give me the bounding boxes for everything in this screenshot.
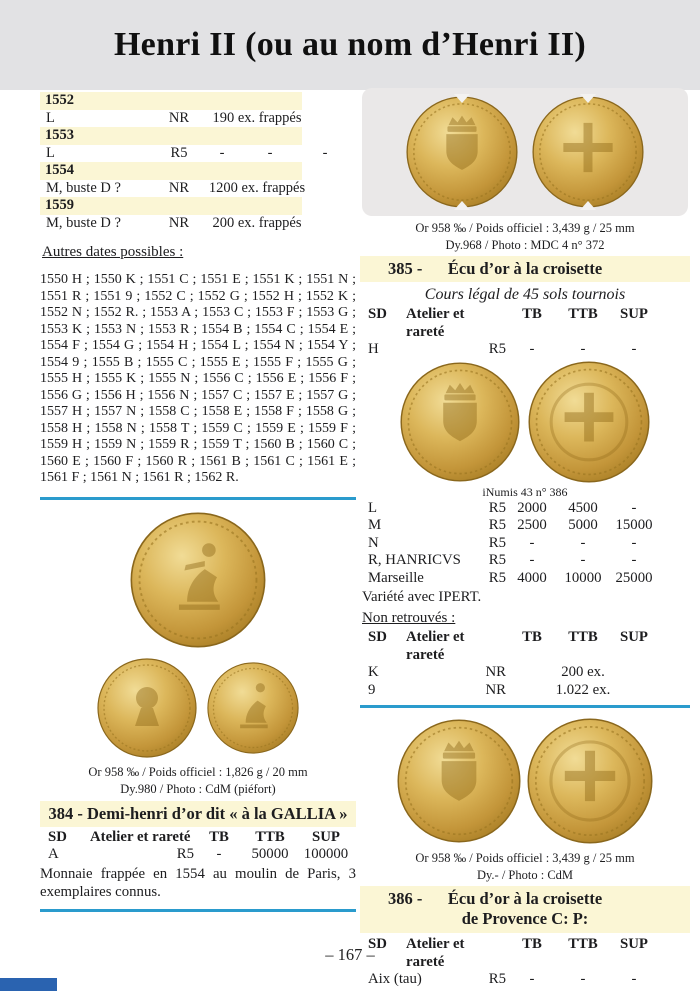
sup-cell: - [631,971,637,987]
section-divider [40,909,356,912]
heading-line-2: de Provence C: P: [461,909,589,928]
mintage-note-cell: 200 ex. frappés [212,214,302,231]
table-row [360,570,660,588]
heading-line-1 [360,886,690,909]
col-ttb: TTB [568,629,598,645]
variety-note: Variété avec IPERT. [362,589,482,605]
mintage-note-cell: 190 ex. frappés [212,109,302,126]
coin-reverse-photo [527,718,653,844]
col-atelier: Atelier et rareté [90,828,191,845]
tb-cell: 2500 [517,517,547,533]
rarete-cell: R5 [488,569,506,586]
table-row [40,110,356,128]
coin-gallia-small-photo [207,662,299,754]
col-ttb: TTB [568,306,598,322]
sup-cell: - [631,341,637,357]
type-number: 386 - [388,889,423,908]
corner-decoration [0,978,57,991]
caption-line: Or 958 ‰ / Poids officiel : 3,439 g / 25 mm [415,851,635,865]
other-dates-heading: Autres dates possibles : [42,244,184,260]
spacer [604,889,690,909]
sd-cell: Aix (tau) [368,971,422,987]
slab-photo [362,88,688,216]
sup-cell: - [322,144,328,161]
tb-cell: - [529,534,535,551]
coin-obverse-photo [397,719,521,843]
rarete-cell: NR [168,109,190,126]
col-sd: SD [48,828,67,845]
col-sup: SUP [620,936,648,952]
col-sup: SUP [620,306,648,322]
rarete-cell: R5 [488,499,506,516]
col-sd: SD [368,629,387,645]
slab-prong [454,94,470,103]
col-tb: TB [522,306,542,322]
photo-caption [360,850,690,884]
tb-cell: - [216,846,222,862]
sd-cell: N [368,534,379,551]
table-row [40,145,356,163]
sd-cell: 9 [368,681,376,698]
sd-cell: A [48,846,59,862]
coin-obverse-photo [400,362,520,482]
year-row [40,92,302,110]
coin-obverse-photo [406,96,518,208]
other-dates-list: 1550 H ; 1550 K ; 1551 C ; 1551 E ; 1551 K ; 1551 N ; 1551 R ; 1551 9 ; 1552 C ; 1552 G ; 1552 H ; 1552 K ; 1552 N ; 1552 R. ; 1553 A ; 1553 C ; 1553 F ; 1553 G ; 1553 K ; 1553 N ; 1553 R ; 1554 B ; 1554 C ; 1554 E ; 1554 F ; 1554 G ; 1554 H ; 1554 L ; 1554 N ; 1554 Y ; 1554 9 ; 1555 B ; 1555 C ; 1555 E ; 1555 F ; 1555 G ; 1555 H ; 1555 K ; 1555 N ; 1556 C ; 1556 E ; 1556 F ; 1556 G ; 1556 H ; 1556 N ; 1557 C ; 1557 E ; 1557 G ; 1557 H ; 1557 N ; 1558 C ; 1558 E ; 1558 F ; 1558 G ; 1558 H ; 1558 N ; 1558 T ; 1559 C ; 1559 E ; 1559 F ; 1559 H ; 1559 N ; 1559 R ; 1559 T ; 1560 B ; 1560 C ; 1560 E ; 1560 F ; 1560 R ; 1561 B ; 1561 C ; 1561 E ; 1561 F ; 1561 N ; 1561 R ; 1562 R. [40,272,356,485]
year-row [40,197,302,215]
coin-photo-row [360,361,690,483]
col-ttb: TTB [568,936,598,952]
sd-cell: Marseille [368,569,424,586]
slab-prong [580,94,596,103]
price-table-385-mints [360,500,690,588]
coin-photo-row [40,512,356,648]
price-table-header [360,629,660,664]
type-385-heading [360,256,690,282]
caption-line: Or 958 ‰ / Poids officiel : 1,826 g / 20 mm [88,764,308,779]
table-row [360,552,660,570]
atelier-cell: M, buste D ? [46,179,121,196]
col-sup: SUP [312,828,340,845]
rarete-cell: NR [485,664,506,680]
rarete-cell: NR [168,214,190,231]
atelier-cell: M, buste D ? [46,214,121,231]
tb-cell: 2000 [517,499,547,516]
coin-gallia-reverse-photo [130,512,266,648]
col-tb: TB [522,936,542,952]
col-sd: SD [368,306,387,322]
rarete-cell: R5 [488,534,506,551]
coin-photo-row [360,718,690,844]
type-384-note: Monnaie frappée en 1554 au moulin de Paris, 3 exemplaires connus. [40,865,356,900]
table-row [40,215,356,233]
caption-line: Dy.980 / Photo : CdM (piéfort) [120,781,276,796]
photo-caption [40,764,356,798]
rarete-cell: NR [168,179,190,196]
table-row [360,664,660,682]
sd-cell: L [368,499,378,516]
coin-photo-row [40,658,356,758]
sd-cell: H [368,341,379,357]
sup-cell: 15000 [615,517,653,533]
price-table-not-found [360,629,690,699]
type-number: 385 - [388,259,423,278]
table-row [360,535,660,553]
sup-cell: - [631,534,637,551]
year-row [40,127,302,145]
rarete-cell: R5 [488,971,506,987]
tb-cell: - [529,552,535,568]
col-sd: SD [368,936,387,952]
right-column [360,88,690,989]
sd-cell: R, HANRICVS [368,552,461,568]
table-row [360,517,660,535]
tb-cell: 4000 [517,569,547,586]
ttb-cell: 10000 [564,569,602,586]
year-label: 1552 [45,92,74,108]
mintage-note-cell: 1.022 ex. [555,681,611,698]
spacer [604,259,690,279]
sup-cell: 25000 [615,569,653,586]
sup-cell: - [631,499,637,516]
left-column [40,92,356,912]
ttb-cell: - [580,552,586,568]
price-table-385 [360,306,690,359]
sup-cell: 100000 [303,846,349,862]
ttb-cell: 50000 [251,846,289,862]
mintage-table [40,92,356,232]
col-tb: TB [209,828,229,845]
col-atelier: Atelier et rareté [406,629,465,663]
table-row [40,846,356,864]
sd-cell: K [368,664,379,680]
col-tb: TB [522,629,542,645]
photo-caption [360,220,690,254]
ttb-cell: - [580,534,586,551]
year-row [40,162,302,180]
caption-line: Dy.- / Photo : CdM [476,868,574,882]
col-atelier: Atelier et rareté [406,306,465,340]
ttb-cell: - [580,341,586,357]
legal-course-subtitle: Cours légal de 45 sols tournois [424,286,626,303]
ttb-cell: - [267,144,273,161]
price-table-384 [40,829,356,864]
ttb-cell: 4500 [568,499,598,516]
year-label: 1553 [45,127,74,143]
type-title: Écu d’or à la croisette [447,889,603,908]
table-row [40,180,356,198]
rarete-cell: R5 [170,144,188,161]
col-sup: SUP [620,629,648,645]
not-found-heading: Non retrouvés : [362,610,456,626]
col-atelier: Atelier et rareté [406,936,465,970]
tb-cell: - [219,144,225,161]
table-row [360,682,660,700]
table-row [360,341,660,359]
atelier-cell: L [46,144,55,161]
coin-reverse-photo [532,96,644,208]
type-title: Écu d’or à la croisette [447,259,603,278]
slab-prong [580,201,596,210]
page-title: Henri II (ou au nom d’Henri II) [113,26,587,63]
slab-prong [454,201,470,210]
year-label: 1554 [45,162,74,178]
photo-credit: iNumis 43 n° 386 [482,484,568,499]
page-header [0,0,700,90]
sd-cell: M [368,517,382,533]
page-number: – 167 – [325,945,375,964]
type-384-heading: 384 - Demi-henri d’or dit « à la GALLIA » [40,801,356,827]
type-386-heading [360,886,690,933]
rarete-cell: R5 [176,846,194,862]
ttb-cell: 5000 [568,517,598,533]
coin-portrait-obverse-photo [97,658,197,758]
price-table-header [360,306,660,341]
caption-line: Or 958 ‰ / Poids officiel : 3,439 g / 25 mm [415,221,635,235]
rarete-cell: R5 [488,552,506,568]
rarete-cell: R5 [488,341,506,357]
section-divider [360,705,690,708]
table-row [360,500,660,518]
col-ttb: TTB [255,828,285,845]
table-row [360,971,660,989]
atelier-cell: L [46,109,55,126]
year-label: 1559 [45,197,74,213]
sup-cell: - [631,552,637,568]
mintage-note-cell: 200 ex. [561,664,605,680]
price-table-header [40,829,356,847]
tb-cell: - [529,971,535,987]
caption-line: Dy.968 / Photo : MDC 4 n° 372 [445,238,605,252]
coin-reverse-photo [528,361,650,483]
mintage-note-cell: 1200 ex. frappés [208,179,306,196]
ttb-cell: - [580,971,586,987]
section-divider [40,497,356,500]
rarete-cell: NR [485,681,506,698]
tb-cell: - [529,341,535,357]
rarete-cell: R5 [488,517,506,533]
